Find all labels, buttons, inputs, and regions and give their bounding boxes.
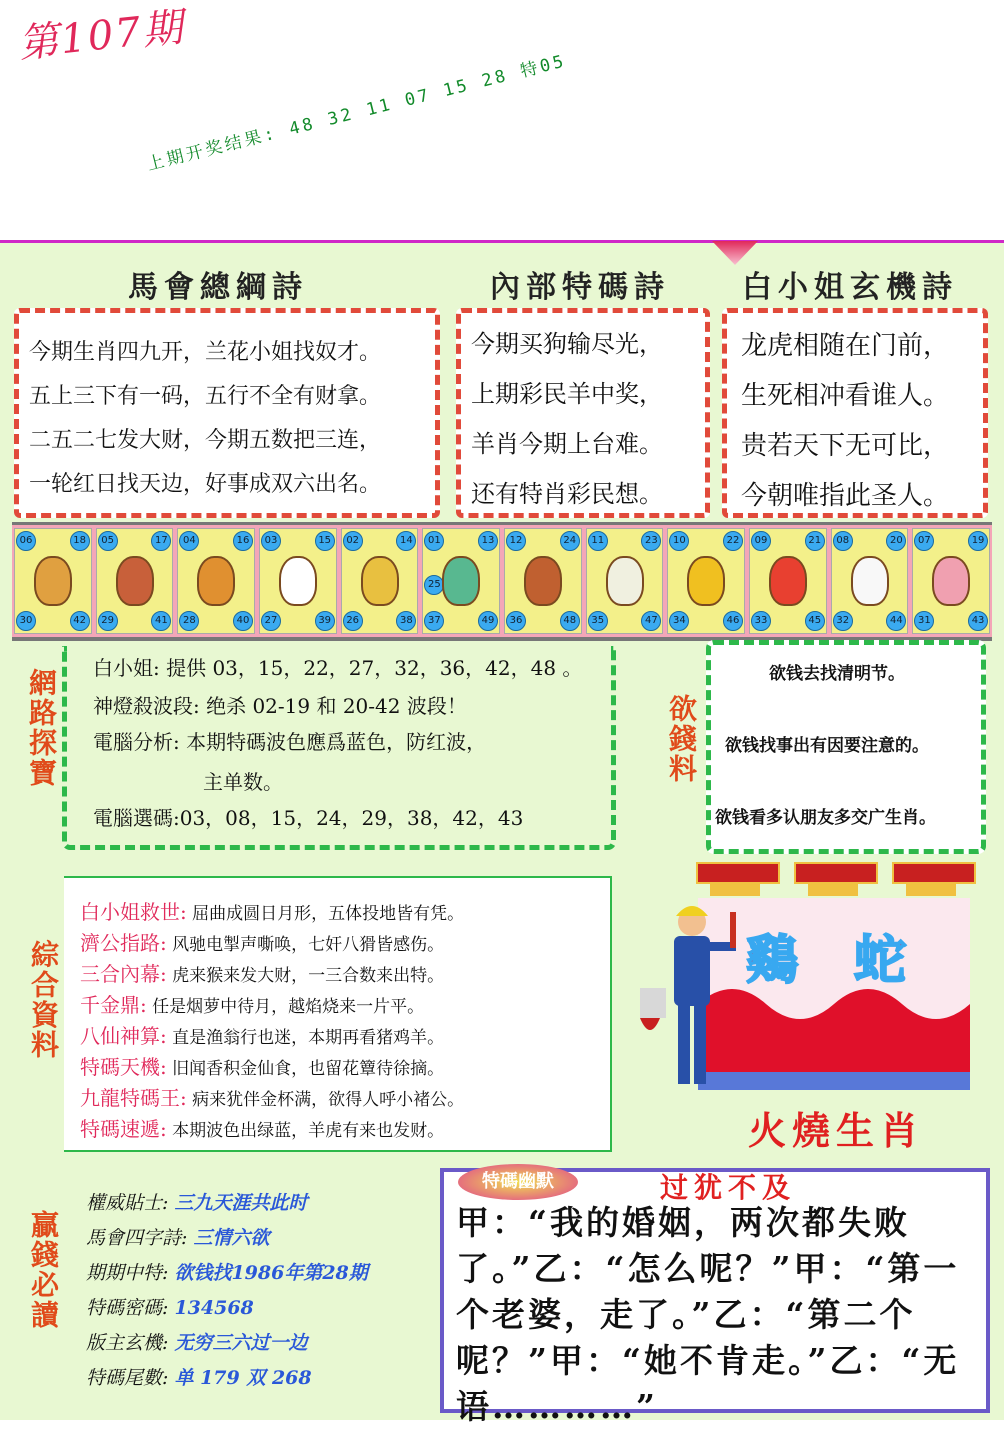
issue-number: 第107期 <box>16 4 187 68</box>
zodiac-card <box>14 528 92 634</box>
number-ball: 32 <box>833 611 853 631</box>
win-row <box>86 1256 426 1291</box>
poem-2-line-1: 今期买狗输尽光， <box>471 330 663 358</box>
poem-box-3 <box>722 308 988 518</box>
zodiac-card <box>341 528 419 634</box>
combo-row <box>80 1084 464 1115</box>
poem-2-line-2: 上期彩民羊中奖， <box>471 380 663 408</box>
number-ball: 49 <box>478 611 498 631</box>
number-ball: 24 <box>560 531 580 551</box>
zodiac-animal-icon <box>932 556 970 606</box>
number-ball: 45 <box>805 611 825 631</box>
zodiac-animal-icon <box>361 556 399 606</box>
combo-value: 旧闻香积金仙食，也留花簟待徐摘。 <box>166 1059 445 1079</box>
poem-1-line-4: 一轮红日找天边，好事成双六出名。 <box>29 472 382 497</box>
money-line-1: 欲钱去找清明节。 <box>769 664 905 684</box>
number-ball: 17 <box>151 531 171 551</box>
zodiac-card <box>177 528 255 634</box>
number-ball: 07 <box>914 531 934 551</box>
win-row <box>86 1221 426 1256</box>
combo-row <box>80 991 464 1022</box>
number-ball: 34 <box>669 611 689 631</box>
joke-box <box>440 1168 990 1426</box>
zodiac-card <box>667 528 745 634</box>
number-ball: 38 <box>396 611 416 631</box>
poem-1-line-3: 二五二七发大财，今期五数把三连， <box>29 428 382 453</box>
zodiac-animal-icon <box>279 556 317 606</box>
zodiac-animal-icon <box>524 556 562 606</box>
number-ball: 43 <box>968 611 988 631</box>
number-ball: 35 <box>588 611 608 631</box>
zodiac-animal-icon <box>851 556 889 606</box>
win-value: 无穷三六过一边 <box>174 1332 308 1354</box>
combo-value: 直是渔翁行也迷，本期再看猪鸡羊。 <box>166 1028 445 1048</box>
last-draw-result: 上期开奖结果: 48 32 11 07 15 28 特05 <box>145 51 569 176</box>
net-line-1: 白小姐: 提供 03，15，22，27，32，36，42，48 。 <box>93 656 583 680</box>
poem-title-2: 內部特碼詩 <box>490 270 670 305</box>
combo-row <box>80 1115 464 1146</box>
number-ball: 21 <box>805 531 825 551</box>
number-ball: 08 <box>833 531 853 551</box>
zodiac-animal-icon <box>687 556 725 606</box>
net-line-5: 電腦選碼:03，08，15，24，29，38，42，43 <box>93 806 524 830</box>
number-ball: 41 <box>151 611 171 631</box>
zodiac-card <box>422 528 500 634</box>
win-key: 特碼密碼: <box>86 1297 175 1319</box>
number-ball: 28 <box>179 611 199 631</box>
zodiac-animal-icon <box>769 556 807 606</box>
combo-value: 虎来猴来发大财，一三合数来出特。 <box>166 966 445 986</box>
poem-box-1 <box>14 308 440 518</box>
number-ball: 20 <box>886 531 906 551</box>
zodiac-card <box>259 528 337 634</box>
number-ball: 03 <box>261 531 281 551</box>
win-value: 单 179 双 268 <box>174 1367 312 1389</box>
combo-value: 屈曲成圆日月形，五体投地皆有凭。 <box>186 904 465 924</box>
combo-row <box>80 1022 464 1053</box>
zodiac-animal-icon <box>442 556 480 606</box>
side-label-net: 網路探寶 <box>25 668 58 788</box>
combo-key: 特碼速遞: <box>80 1117 167 1141</box>
money-line-3: 欲钱看多认朋友多交广生肖。 <box>715 808 936 828</box>
painter-figure <box>630 892 740 1102</box>
number-ball: 37 <box>424 611 444 631</box>
win-value: 欲钱找1986年第28期 <box>174 1262 368 1284</box>
combo-key: 白小姐救世: <box>80 900 187 924</box>
number-ball: 12 <box>506 531 526 551</box>
zodiac-card <box>831 528 909 634</box>
zodiac-strip <box>12 522 992 641</box>
win-key: 版主玄機: <box>86 1332 175 1354</box>
zodiac-animal-icon <box>197 556 235 606</box>
number-ball: 26 <box>343 611 363 631</box>
poem-2-line-3: 羊肖今期上台难。 <box>471 430 663 458</box>
poem-3-line-4: 今朝唯指此圣人。 <box>741 481 950 511</box>
number-ball: 46 <box>723 611 743 631</box>
combo-key: 特碼天機: <box>80 1055 167 1079</box>
win-row <box>86 1186 426 1221</box>
number-ball: 48 <box>560 611 580 631</box>
number-ball: 25 <box>424 575 444 595</box>
poem-1-line-1: 今期生肖四九开，兰花小姐找奴才。 <box>29 340 382 365</box>
combo-key: 八仙神算: <box>80 1024 167 1048</box>
money-box <box>706 640 986 854</box>
win-row <box>86 1291 426 1326</box>
poem-title-1: 馬會總綱詩 <box>128 270 308 305</box>
combo-key: 九龍特碼王: <box>80 1086 187 1110</box>
win-key: 馬會四字詩: <box>86 1227 194 1249</box>
number-ball: 19 <box>968 531 988 551</box>
number-ball: 16 <box>233 531 253 551</box>
number-ball: 06 <box>16 531 36 551</box>
win-value: 三九天涯共此时 <box>174 1192 308 1214</box>
combo-key: 三合內幕: <box>80 962 167 986</box>
combo-value: 本期波色出绿蓝，羊虎有来也发财。 <box>166 1121 445 1141</box>
combo-row <box>80 1053 464 1084</box>
combo-key: 濟公指路: <box>80 931 167 955</box>
number-ball: 29 <box>98 611 118 631</box>
number-ball: 18 <box>70 531 90 551</box>
zodiac-card <box>749 528 827 634</box>
combo-row <box>80 960 464 991</box>
number-ball: 44 <box>886 611 906 631</box>
number-ball: 47 <box>641 611 661 631</box>
win-key: 權威貼士: <box>86 1192 175 1214</box>
number-ball: 10 <box>669 531 689 551</box>
zodiac-animal-icon <box>116 556 154 606</box>
combo-row <box>80 898 464 929</box>
win-row <box>86 1326 426 1361</box>
number-ball: 30 <box>16 611 36 631</box>
side-label-win: 贏錢必讀 <box>27 1210 60 1330</box>
net-line-4: 主单数。 <box>203 770 283 794</box>
net-box <box>62 646 616 850</box>
zodiac-card <box>586 528 664 634</box>
joke-text: 甲：“我的婚姻，两次都失败了。”乙：“怎么呢？”甲：“第一个老婆，走了。”乙：“第二个呢？”甲：“她不肯走。”乙：“无语…………” <box>456 1203 960 1426</box>
combo-row <box>80 929 464 960</box>
number-ball: 40 <box>233 611 253 631</box>
number-ball: 23 <box>641 531 661 551</box>
money-line-2: 欲钱找事出有因要注意的。 <box>725 736 929 756</box>
poem-box-2 <box>456 308 710 518</box>
number-ball: 04 <box>179 531 199 551</box>
number-ball: 36 <box>506 611 526 631</box>
number-ball: 31 <box>914 611 934 631</box>
number-ball: 39 <box>315 611 335 631</box>
side-label-combo: 綜合資料 <box>27 940 60 1060</box>
number-ball: 27 <box>261 611 281 631</box>
combo-box <box>64 876 612 1152</box>
poem-3-line-1: 龙虎相随在门前， <box>741 331 950 361</box>
number-ball: 42 <box>70 611 90 631</box>
number-ball: 05 <box>98 531 118 551</box>
number-ball: 11 <box>588 531 608 551</box>
win-value: 三情六欲 <box>193 1227 270 1249</box>
combo-value: 任是烟萝中待月，越焰烧来一片平。 <box>146 997 425 1017</box>
zodiac-card <box>912 528 990 634</box>
net-line-2: 神燈殺波段: 绝杀 02-19 和 20-42 波段！ <box>93 694 467 718</box>
poem-title-3: 白小姐玄機詩 <box>742 270 958 305</box>
number-ball: 01 <box>424 531 444 551</box>
poem-2-line-4: 还有特肖彩民想。 <box>471 480 663 508</box>
number-ball: 33 <box>751 611 771 631</box>
fire-animal-1: 鷄 <box>746 930 799 991</box>
number-ball: 09 <box>751 531 771 551</box>
number-ball: 02 <box>343 531 363 551</box>
number-ball: 15 <box>315 531 335 551</box>
zodiac-animal-icon <box>34 556 72 606</box>
poem-3-line-2: 生死相冲看谁人。 <box>741 381 950 411</box>
joke-title: 过犹不及 <box>660 1171 797 1204</box>
joke-badge: 特碼幽默 <box>458 1164 578 1200</box>
win-list <box>86 1186 426 1406</box>
combo-value: 风驰电掣声嘶唤，七奸八猾皆感伤。 <box>166 935 445 955</box>
zodiac-animal-icon <box>606 556 644 606</box>
win-key: 期期中特: <box>86 1262 175 1284</box>
win-value: 134568 <box>174 1297 254 1319</box>
fire-animal-2: 蛇 <box>854 930 907 991</box>
combo-value: 病来犹伴金杯满，欲得人呼小褚公。 <box>186 1090 465 1110</box>
combo-key: 千金鼎: <box>80 993 147 1017</box>
zodiac-card <box>96 528 174 634</box>
zodiac-card <box>504 528 582 634</box>
side-label-money: 欲錢料 <box>665 694 698 784</box>
fire-caption: 火燒生肖 <box>748 1108 925 1153</box>
net-line-3: 電腦分析: 本期特碼波色應爲蓝色，防红波， <box>93 730 487 754</box>
win-key: 特碼尾數: <box>86 1367 175 1389</box>
poem-1-line-2: 五上三下有一码，五行不全有财拿。 <box>29 384 382 409</box>
win-row <box>86 1361 426 1396</box>
number-ball: 13 <box>478 531 498 551</box>
number-ball: 22 <box>723 531 743 551</box>
number-ball: 14 <box>396 531 416 551</box>
poem-3-line-3: 贵若天下无可比， <box>741 431 950 461</box>
fire-zodiac-panel <box>630 862 1000 1102</box>
